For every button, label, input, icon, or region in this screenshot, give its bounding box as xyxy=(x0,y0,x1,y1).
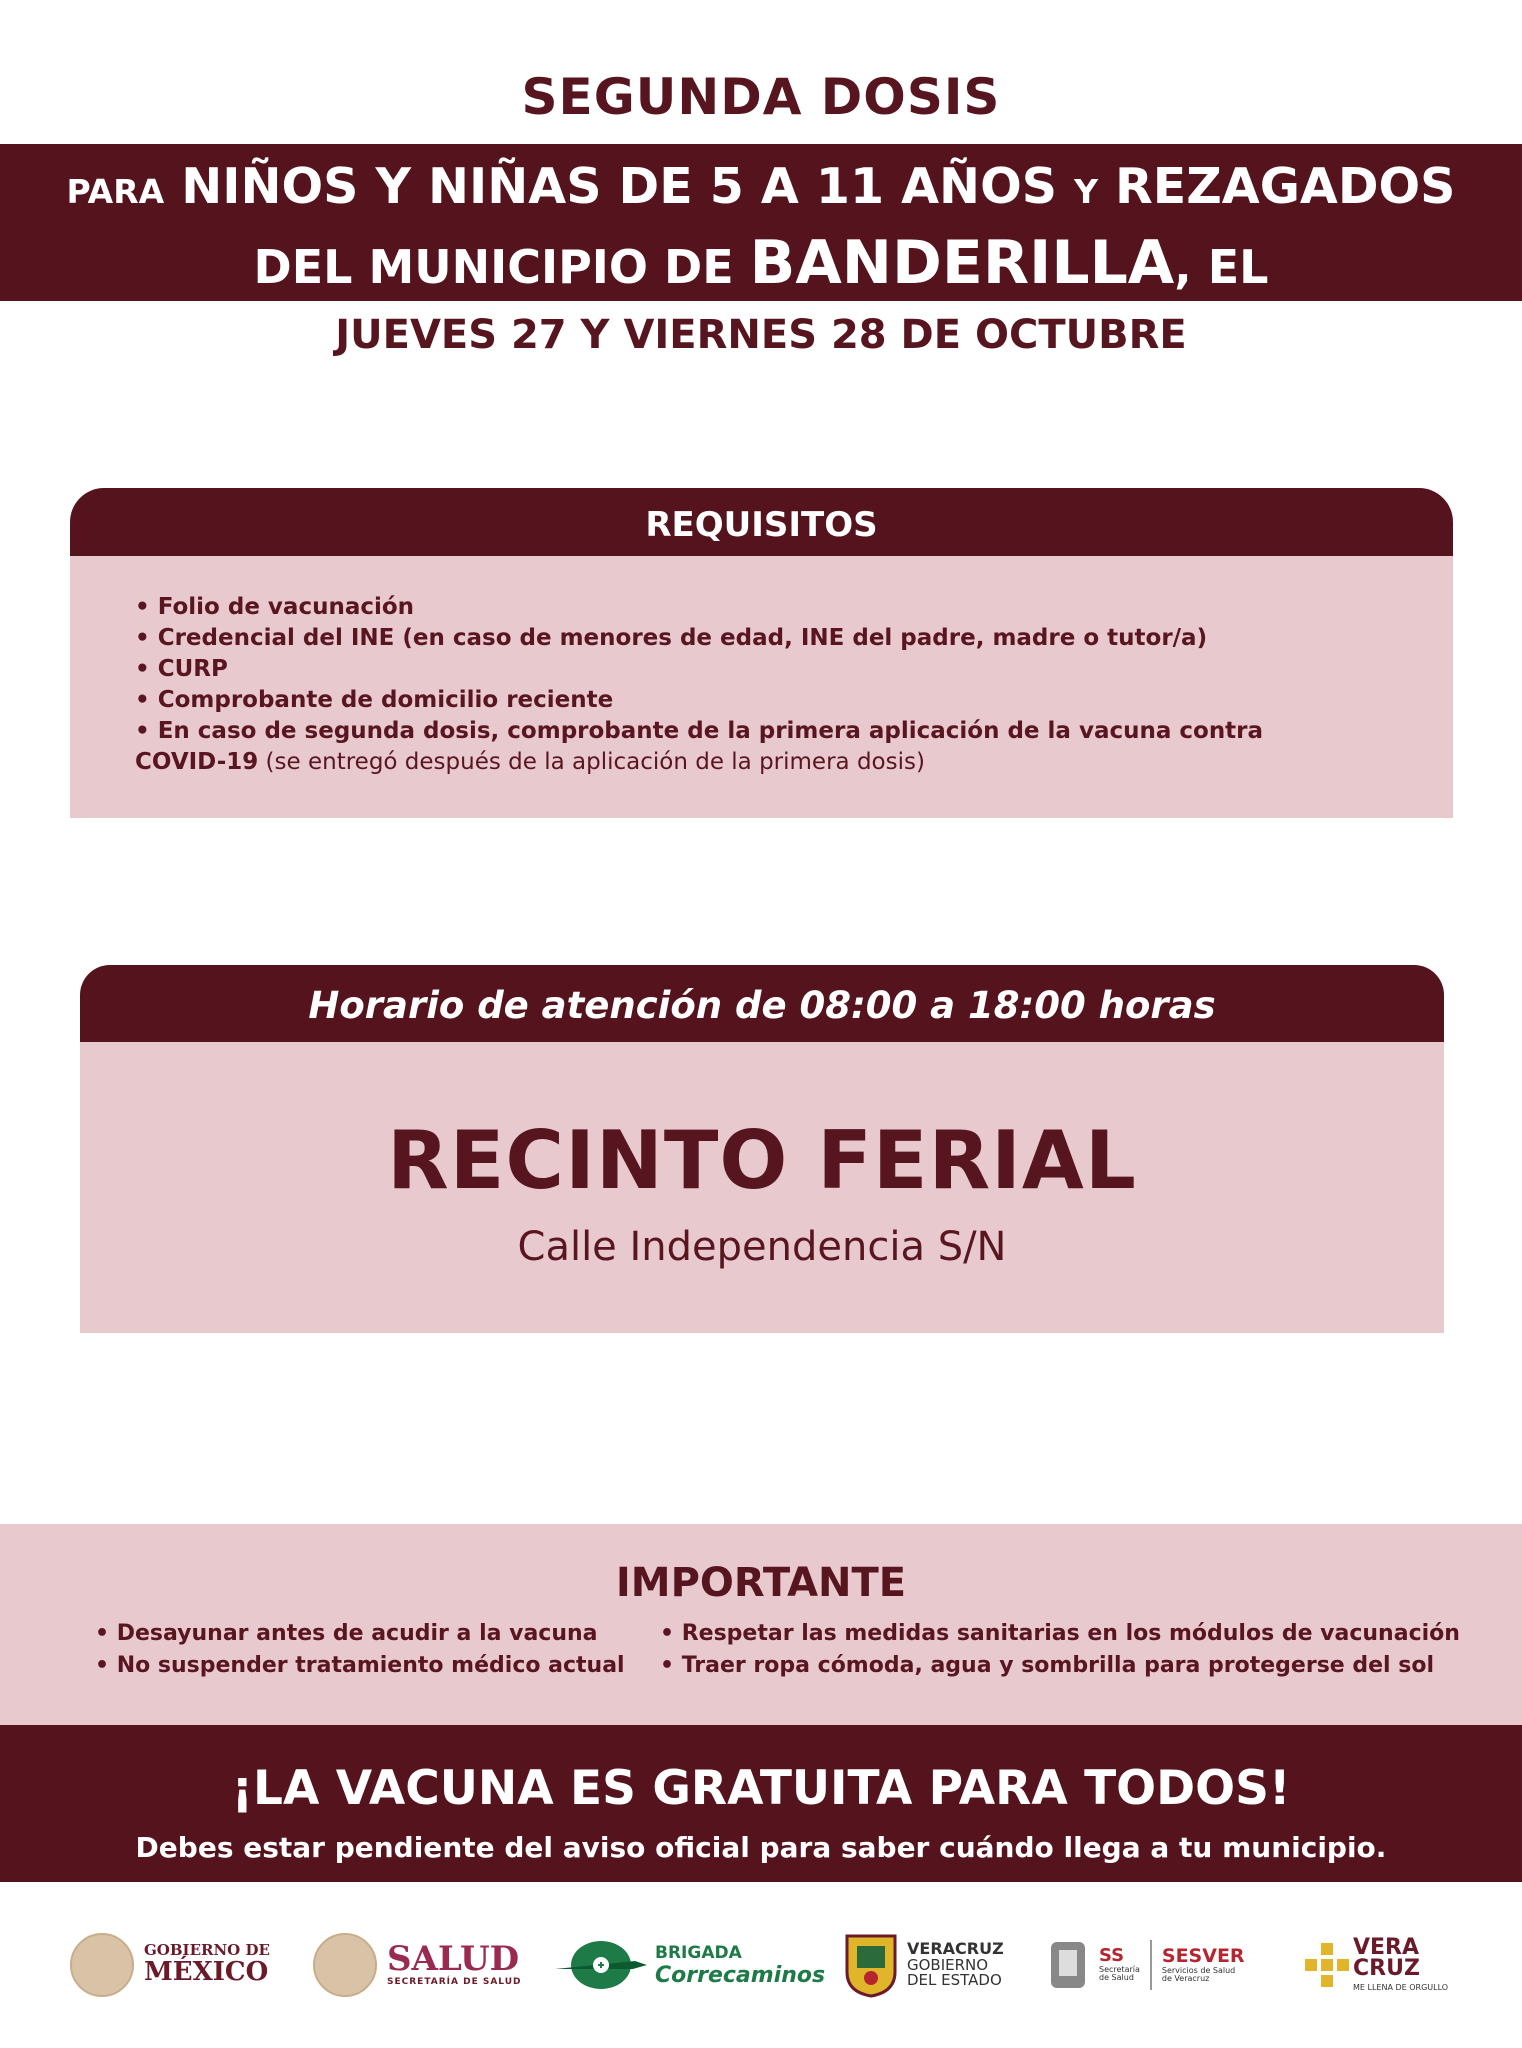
banner-rezagados: REZAGADOS xyxy=(1115,158,1456,215)
brigada-correcaminos-logo xyxy=(555,1930,825,2000)
list-item: • Folio de vacunación xyxy=(135,594,415,620)
vera-text xyxy=(1353,1935,1449,1993)
roadrunner-icon xyxy=(555,1935,647,1995)
official-notice: Debes estar pendiente del aviso oficial para saber cuándo llega a tu municipio. xyxy=(135,1831,1387,1864)
requisitos-panel xyxy=(70,488,1453,818)
banner-banderilla: BANDERILLA xyxy=(749,228,1175,298)
audience-banner xyxy=(0,144,1522,301)
list-item: • No suspender tratamiento médico actual xyxy=(95,1653,625,1678)
banner-line-1 xyxy=(0,158,1522,215)
salud-sub: SECRETARÍA DE SALUD xyxy=(387,1977,522,1988)
ver-line-1: VERACRUZ xyxy=(907,1938,1004,1958)
ver-line-3: DEL ESTADO xyxy=(907,1971,1002,1990)
free-headline: ¡LA VACUNA ES GRATUITA PARA TODOS! xyxy=(231,1761,1291,1816)
veracruz-text xyxy=(907,1938,1004,1990)
schedule-panel xyxy=(80,965,1444,1333)
banner-line-2 xyxy=(0,228,1522,298)
gobierno-mexico-logo xyxy=(70,1930,270,2000)
ss-text xyxy=(1099,1947,1140,1983)
logo-divider xyxy=(1150,1940,1152,1990)
vera-word: VERA xyxy=(1353,1935,1420,1961)
ss-crest-icon xyxy=(1045,1936,1091,1994)
brigada-word: BRIGADA xyxy=(655,1942,742,1963)
schedule-body xyxy=(80,1042,1444,1333)
list-item: • CURP xyxy=(135,656,228,682)
venue-address: Calle Independencia S/N xyxy=(517,1224,1007,1270)
importante-panel xyxy=(0,1524,1522,1725)
importante-title: IMPORTANTE xyxy=(615,1560,907,1606)
list-item-continuation xyxy=(135,747,1395,778)
requisitos-title: REQUISITOS xyxy=(70,488,1453,556)
salud-logo xyxy=(313,1930,522,2000)
list-item: • Respetar las medidas sanitarias en los módulos de vacunación xyxy=(660,1621,1460,1646)
list-item: • Credencial del INE (en caso de menores de edad, INE del padre, madre o tutor/a) xyxy=(135,625,1208,651)
venue-name: RECINTO FERIAL xyxy=(387,1114,1137,1207)
event-dates: JUEVES 27 Y VIERNES 28 DE OCTUBRE xyxy=(335,312,1187,358)
requisitos-body xyxy=(70,556,1453,818)
ss-sub-1: Secretaría xyxy=(1099,1965,1140,1975)
schedule-hours: Horario de atención de 08:00 a 18:00 horas xyxy=(80,965,1444,1042)
sesver-word: SESVER xyxy=(1161,1944,1245,1967)
list-item: • En caso de segunda dosis, comprobante de la primera aplicación de la vacuna contra xyxy=(135,718,1264,744)
cruz-word: CRUZ xyxy=(1353,1956,1420,1982)
sesver-sub-2: de Veracruz xyxy=(1161,1973,1210,1983)
ss-word: SS xyxy=(1099,1945,1125,1967)
importante-list-right xyxy=(660,1618,1460,1682)
gob-line-1: GOBIERNO DE xyxy=(144,1941,270,1960)
correcaminos-word: Correcaminos xyxy=(655,1962,826,1988)
covid-note: (se entregó después de la aplicación de la primera dosis) xyxy=(258,749,925,775)
orgullo-tagline: ME LLENA DE ORGULLO xyxy=(1353,1983,1449,1993)
gob-line-2: MÉXICO xyxy=(144,1957,269,1988)
banner-y: Y xyxy=(1074,172,1098,211)
gobierno-mexico-text xyxy=(144,1943,270,1986)
veracruz-shield-icon xyxy=(843,1932,899,1998)
salud-word: SALUD xyxy=(387,1939,520,1980)
free-vaccine-banner xyxy=(0,1725,1522,1882)
covid-label: COVID-19 xyxy=(135,749,259,775)
banner-municipio: DEL MUNICIPIO DE xyxy=(253,240,734,294)
page-title: SEGUNDA DOSIS xyxy=(521,68,1001,126)
banner-ninos: NIÑOS Y NIÑAS DE 5 A 11 AÑOS xyxy=(181,158,1058,215)
list-item: • Comprobante de domicilio reciente xyxy=(135,687,614,713)
list-item: • Desayunar antes de acudir a la vacuna xyxy=(95,1621,598,1646)
eagle-seal-icon xyxy=(70,1933,134,1997)
veracruz-orgullo-logo xyxy=(1305,1930,1448,2000)
salud-text xyxy=(387,1939,522,1988)
banner-para: PARA xyxy=(66,172,165,211)
sesver-text xyxy=(1161,1944,1245,1984)
brigada-text xyxy=(655,1943,825,1988)
eagle-seal-icon xyxy=(313,1933,377,1997)
list-item: • Traer ropa cómoda, agua y sombrilla para protegerse del sol xyxy=(660,1653,1434,1678)
banner-el: , EL xyxy=(1174,240,1269,294)
ss-sesver-logo xyxy=(1045,1930,1245,2000)
ss-sub-2: de Salud xyxy=(1099,1973,1134,1983)
ver-line-2: GOBIERNO xyxy=(907,1955,989,1974)
knot-pattern-icon xyxy=(1305,1943,1349,1987)
veracruz-gobierno-logo xyxy=(843,1930,1004,2000)
requisitos-list xyxy=(135,592,1395,778)
importante-list-left xyxy=(95,1618,625,1682)
sesver-sub-1: Servicios de Salud xyxy=(1161,1965,1236,1975)
